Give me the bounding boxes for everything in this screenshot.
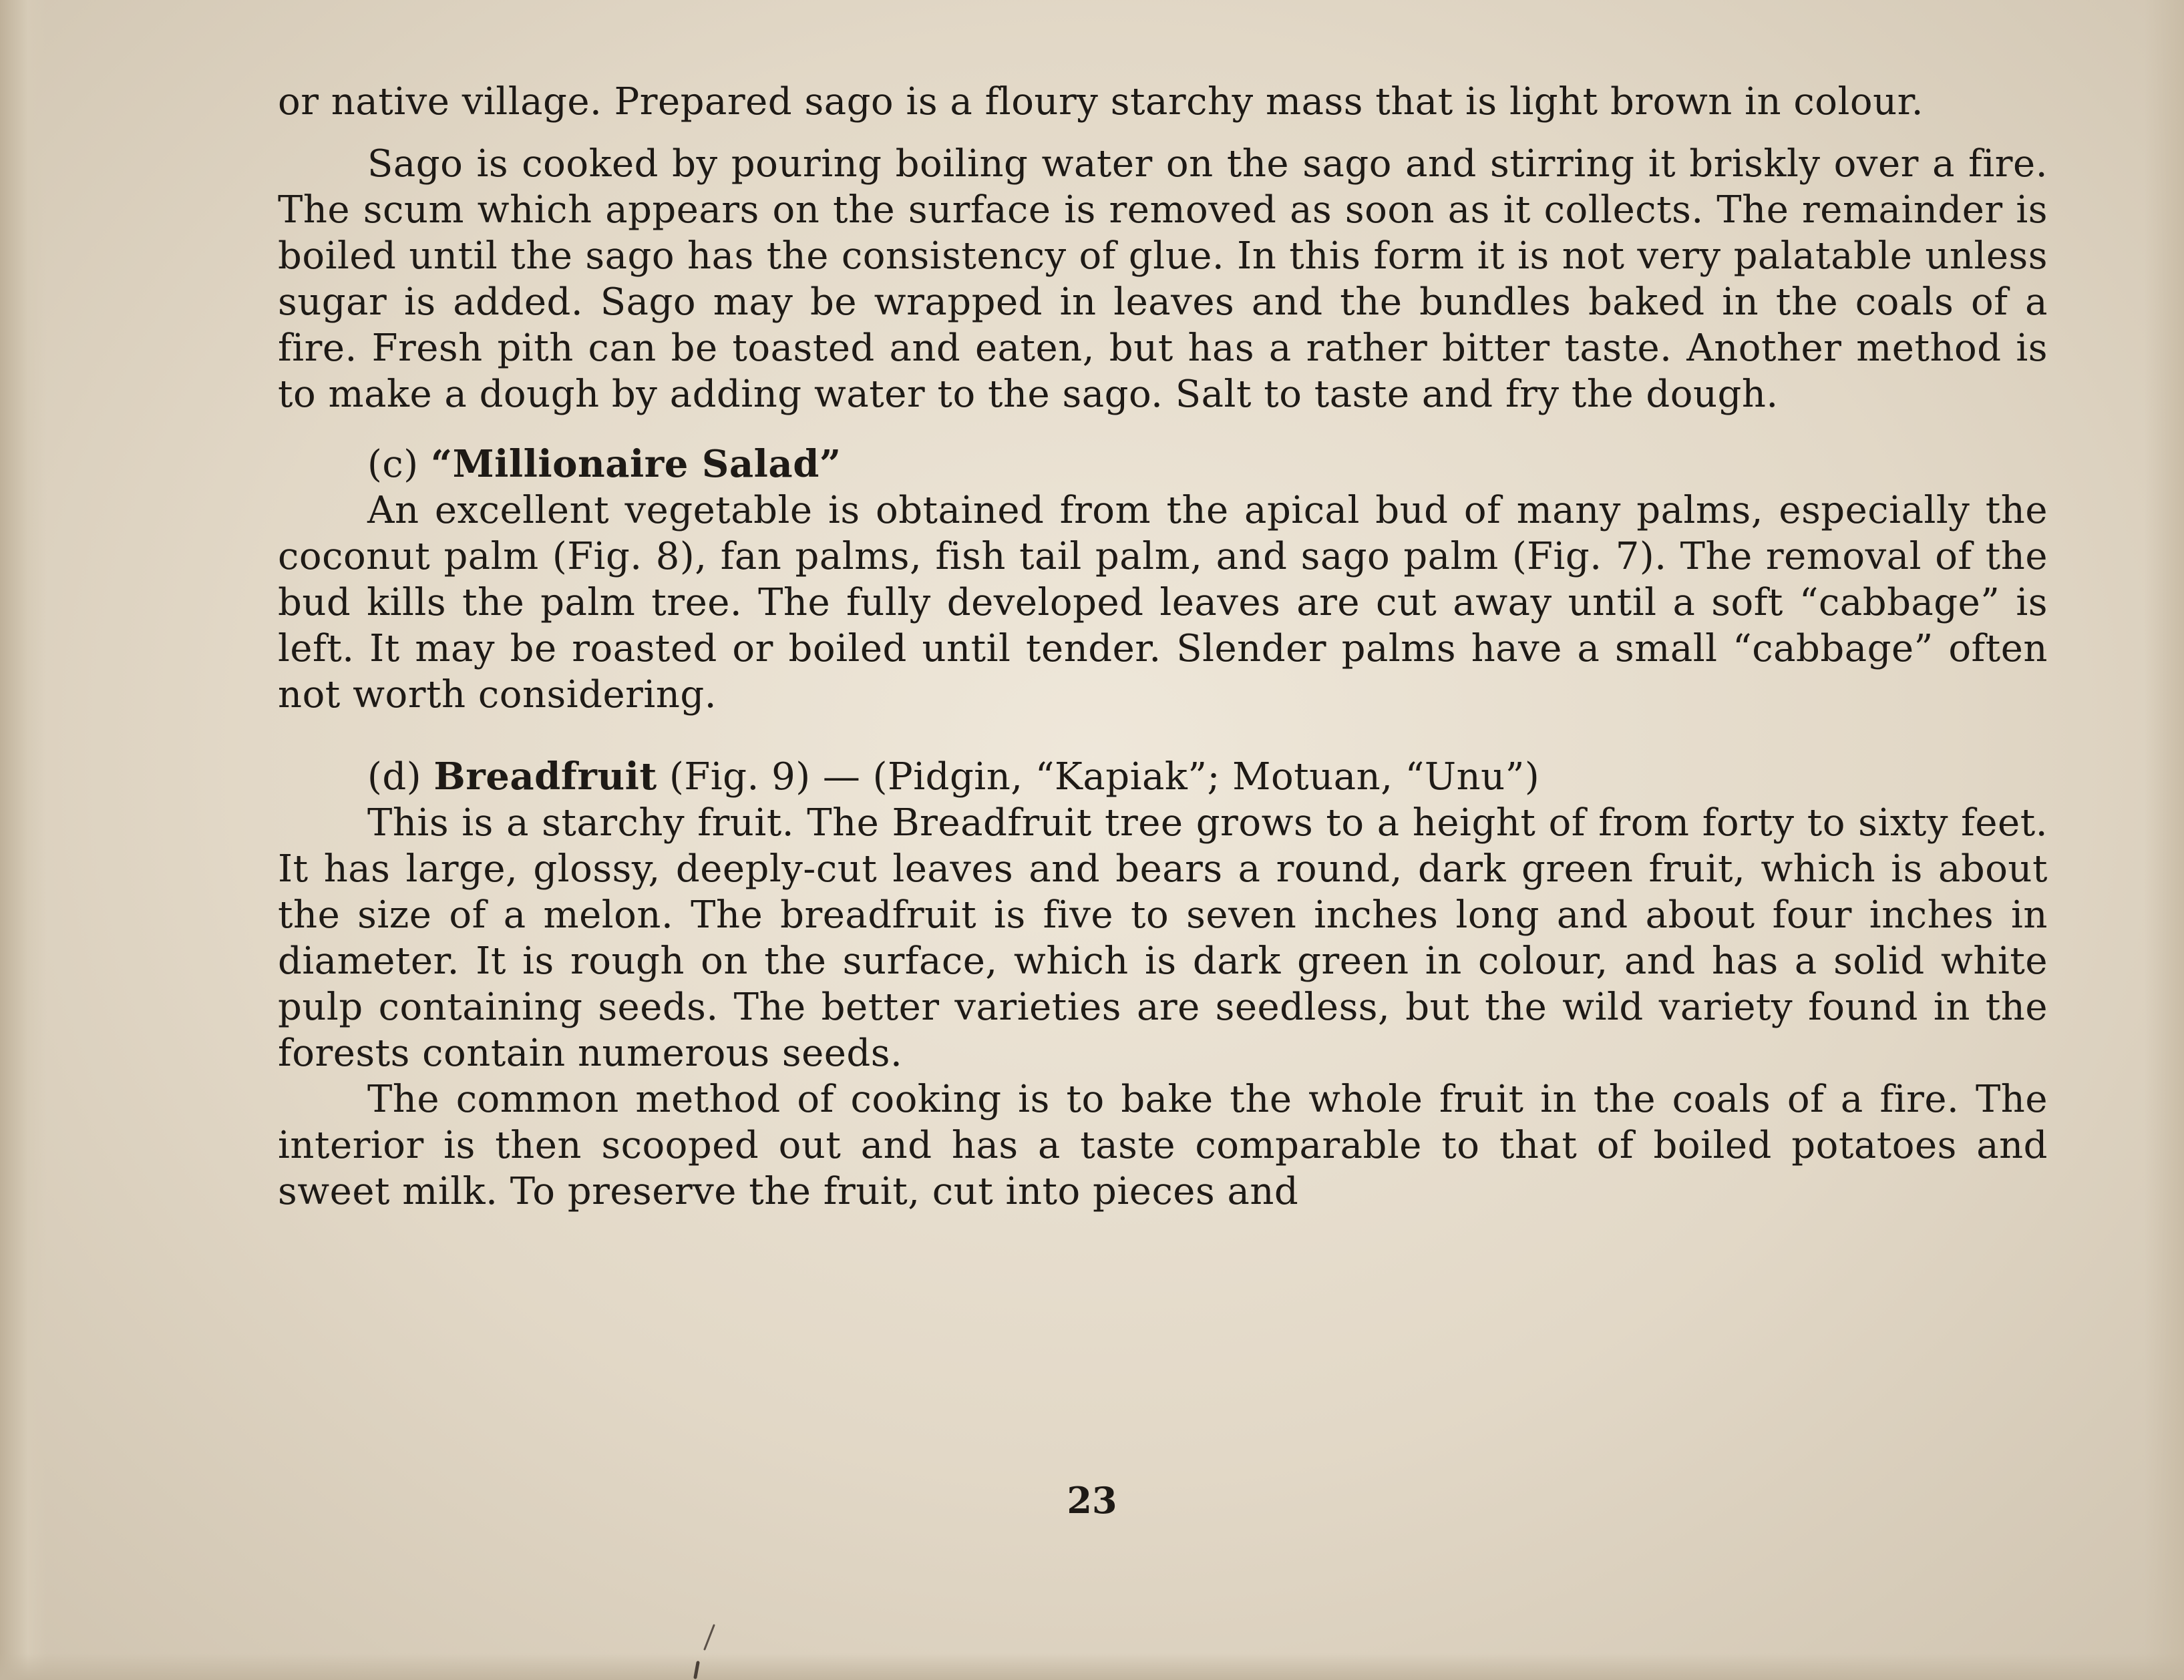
section-heading-d-rest: (Fig. 9) — (Pidgin, “Kapiak”; Motuan, “Unu”) [669, 755, 1540, 799]
section-heading-d [278, 754, 2048, 800]
page-edge-shadow [2144, 0, 2184, 1680]
section-heading-c-title: “Millionaire Salad” [430, 442, 842, 486]
section-heading-d-label: (d) [367, 755, 422, 799]
pencil-mark [685, 1623, 725, 1680]
section-heading-c [278, 441, 2048, 487]
paragraph-sago-prepared: or native village. Prepared sago is a floury starchy mass that is light brown in colour. [278, 80, 1924, 124]
section-heading-d-title: Breadfruit [433, 755, 657, 799]
paragraph-millionaire-salad: An excellent vegetable is obtained from the apical bud of many palms, especially the coconut palm (Fig. 8), fan palms, fish tail palm, and sago palm (Fig. 7). The removal of the bud kills the palm tree. The fully developed leaves are cut away until a soft “cabbage” is left. It may be roasted or boiled until tender. Slender palms have a small “cabbage” often not worth considering. [278, 489, 2048, 716]
paragraph-breadfruit-cooking: The common method of cooking is to bake the whole fruit in the coals of a fire. The interior is then scooped out and has a taste comparable to that of boiled potatoes and sweet milk. To preserve the fruit, cut into pieces and [278, 1078, 2048, 1213]
page-bottom-shadow [0, 1653, 2184, 1680]
page-number: 23 [1067, 1479, 1117, 1522]
body-text [278, 79, 2048, 1215]
paragraph-sago-cooking: Sago is cooked by pouring boiling water on the sago and stirring it briskly over a fire. The scum which appears on the surface is removed as soon as it collects. The remainder is boiled until the sago has the consistency of glue. In this form it is not very palatable unless sugar is added. Sago may be wrapped in leaves and the bundles baked in the coals of a fire. Fresh pith can be toasted and eaten, but has a rather bitter taste. Another method is to make a dough by adding water to the sago. Salt to taste and fry the dough. [278, 142, 2048, 416]
section-heading-c-label: (c) [367, 443, 419, 486]
page-gutter-shadow [0, 0, 47, 1680]
paragraph-breadfruit-description: This is a starchy fruit. The Breadfruit tree grows to a height of from forty to sixty feet. It has large, glossy, deeply-cut leaves and bears a round, dark green fruit, which is about the size of a melon. The breadfruit is five to seven inches long and about four inches in diameter. It is rough on the surface, which is dark green in colour, and has a solid white pulp containing seeds. The better varieties are seedless, but the wild variety found in the forests contain numerous seeds. [278, 801, 2048, 1075]
